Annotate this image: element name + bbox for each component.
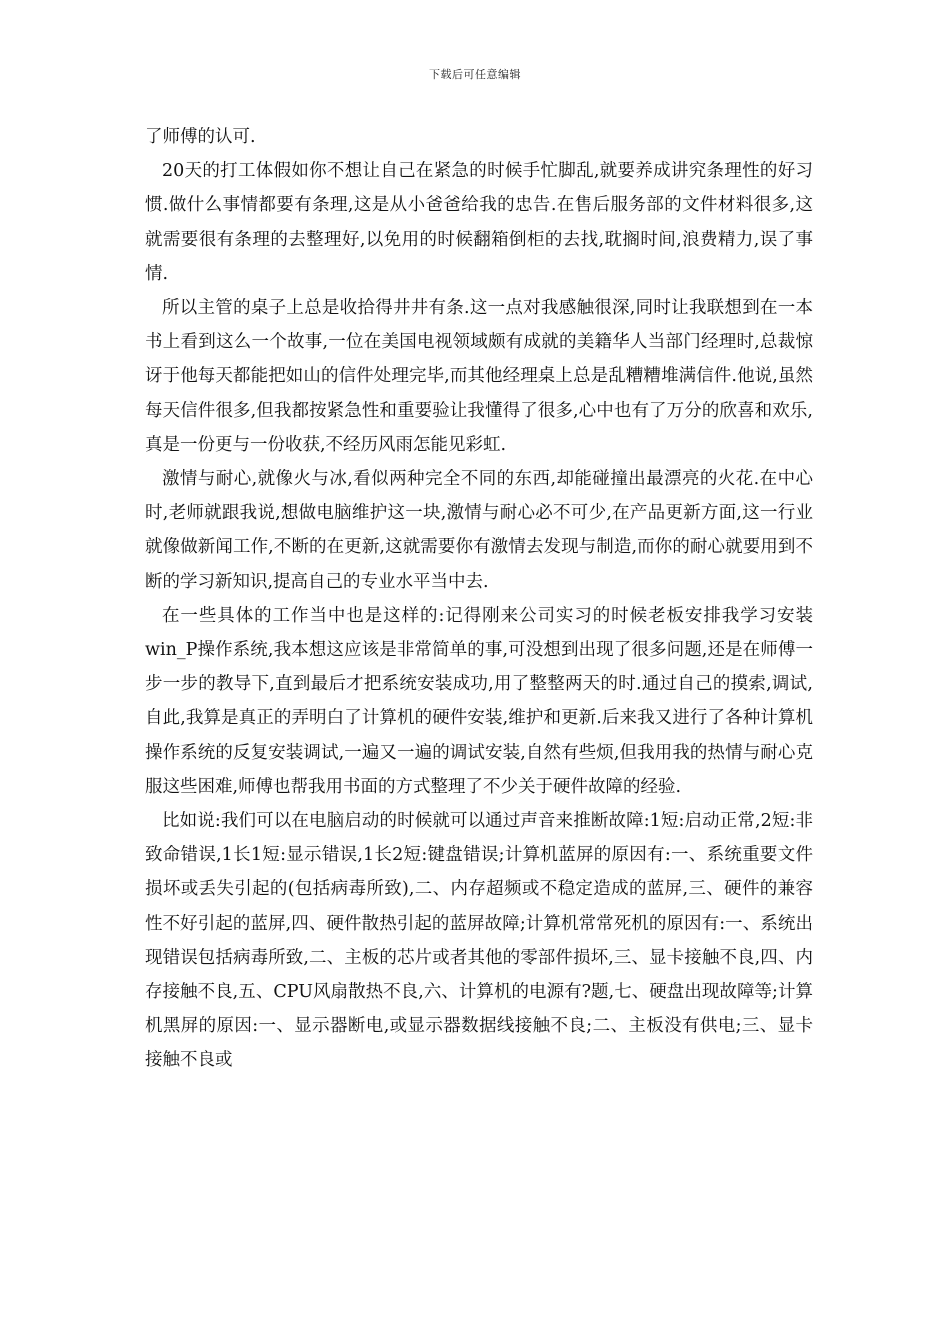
paragraph: 20天的打工体假如你不想让自己在紧急的时候手忙脚乱,就要养成讲究条理性的好习惯.做什么事情都要有条理,这是从小爸爸给我的忠告.在售后服务部的文件材料很多,这就需要很有条理的去整理好,以免用的时候翻箱倒柜的去找,耽搁时间,浪费精力,误了事情. — [145, 161, 813, 284]
paragraph: 激情与耐心,就像火与冰,看似两种完全不同的东西,却能碰撞出最漂亮的火花.在中心时,老师就跟我说,想做电脑维护这一块,激情与耐心必不可少,在产品更新方面,这一行业就像做新闻工作,不断的在更新,这就需要你有激情去发现与制造,而你的耐心就要用到不断的学习新知识,提高自己的专业水平当中去. — [145, 469, 813, 592]
page-header: 下载后可任意编辑 — [429, 68, 521, 81]
paragraph: 了师傅的认可. — [145, 127, 256, 147]
paragraph: 比如说:我们可以在电脑启动的时候就可以通过声音来推断故障:1短:启动正常,2短:非致命错误,1长1短:显示错误,1长2短:键盘错误;计算机蓝屏的原因有:一、系统重要文件损坏或丢失引起的(包括病毒所致),二、内存超频或不稳定造成的蓝屏,三、硬件的兼容性不好引起的蓝屏,四、硬件散热引起的蓝屏故障;计算机常常死机的原因有:一、系统出现错误包括病毒所致,二、主板的芯片或者其他的零部件损坏,三、显卡接触不良,四、内存接触不良,五、CPU风扇散热不良,六、计算机的电源有?题,七、硬盘出现故障等;计算机黑屏的原因:一、显示器断电,或显示器数据线接触不良;二、主板没有供电;三、显卡接触不良或 — [145, 811, 813, 1071]
document-body — [145, 120, 813, 1078]
paragraph: 所以主管的桌子上总是收拾得井井有条.这一点对我感触很深,同时让我联想到在一本书上看到这么一个故事,一位在美国电视领域颇有成就的美籍华人当部门经理时,总裁惊讶于他每天都能把如山的信件处理完毕,而其他经理桌上总是乱糟糟堆满信件.他说,虽然每天信件很多,但我都按紧急性和重要验让我懂得了很多,心中也有了万分的欣喜和欢乐,真是一份更与一份收获,不经历风雨怎能见彩虹. — [145, 298, 813, 455]
paragraph: 在一些具体的工作当中也是这样的:记得刚来公司实习的时候老板安排我学习安装win_P操作系统,我本想这应该是非常简单的事,可没想到出现了很多问题,还是在师傅一步一步的教导下,直到最后才把系统安装成功,用了整整两天的时.通过自己的摸索,调试,自此,我算是真正的弄明白了计算机的硬件安装,维护和更新.后来我又进行了各种计算机操作系统的反复安装调试,一遍又一遍的调试安装,自然有些烦,但我用我的热情与耐心克服这些困难,师傅也帮我用书面的方式整理了不少关于硬件故障的经验. — [145, 605, 813, 797]
